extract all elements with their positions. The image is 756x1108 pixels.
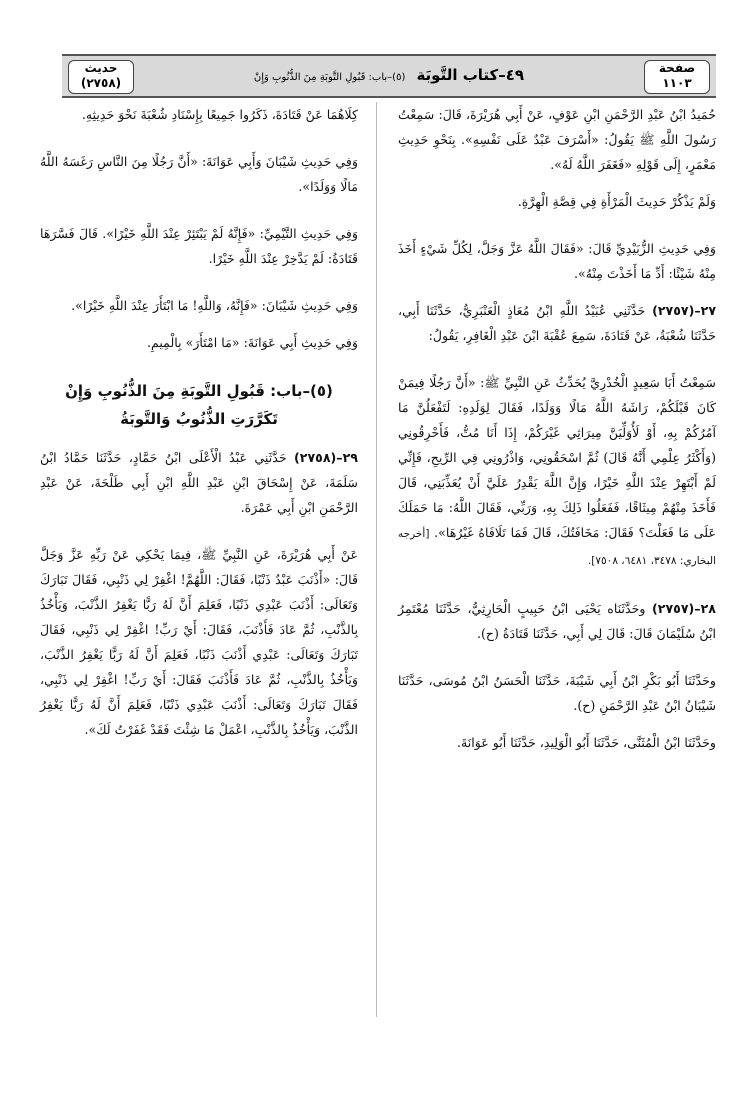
page-label: صفحة bbox=[658, 61, 696, 75]
paragraph: وَفِي حَدِيثِ التَّيْمِيِّ: «فَإِنَّهُ لَمْ يَبْتَئِرْ عِنْدَ اللَّهِ خَيْرًا». قَالَ فَسَّرَهَا قَتَادَةُ: لَمْ يَدَّخِرْ عِنْدَ اللَّهِ خَيْرًا. bbox=[40, 226, 358, 266]
paragraph: كِلَاهُمَا عَنْ قَتَادَةَ، ذَكَرُوا جَمِيعًا بِإِسْنَادِ شُعْبَةَ نَحْوَ حَدِيثِهِ. bbox=[81, 107, 358, 122]
paragraph: وَفِي حَدِيثِ شَيْبَانَ وَأَبِي عَوَانَةَ: «أَنَّ رَجُلًا مِنَ النَّاسِ رَغَسَهُ اللَّهُ مَالًا وَوَلَدًا». bbox=[40, 154, 358, 194]
hadith-number-label: ٢٧–(٢٧٥٧) bbox=[652, 303, 717, 318]
paragraph: وحَدَّثَنَا ابْنُ الْمُثَنَّى، حَدَّثَنَا أَبُو الْوَلِيدِ، حَدَّثَنَا أَبُو عَوَانَةَ. bbox=[456, 735, 716, 750]
hadith-number: (٢٧٥٨) bbox=[80, 76, 122, 90]
hadith-isnad: وحَدَّثَنَاه يَحْيَى ابْنُ حَبِيبٍ الْحَارِثِيُّ، حَدَّثَنَا مُعْتَمِرُ ابْنُ سُلَيْمَانَ قَالَ: قَالَ لِي أَبِي، حَدَّثَنَا قَتَادَةُ (ح). bbox=[398, 601, 716, 641]
source-reference: [أخرجه البخاري: ٣٤٧٨، ٦٤٨١، ٧٥٠٨]. bbox=[398, 528, 716, 567]
left-column bbox=[40, 102, 358, 742]
hadith-entry bbox=[398, 298, 716, 348]
hadith-matn: عَنْ أَبِي هُرَيْرَةَ، عَنِ النَّبِيِّ ﷺ، فِيمَا يَحْكِي عَنْ رَبِّهِ عَزَّ وَجَلَّ قَالَ: «أَذْنَبَ عَبْدٌ ذَنْبًا، فَقَالَ: اللَّهُمَّ! اغْفِرْ لِي ذَنْبِي، فَقَالَ تَبَارَكَ وَتَعَالَى: أَذْنَبَ عَبْدِي ذَنْبًا، فَعَلِمَ أَنَّ لَهُ رَبًّا يَغْفِرُ الذَّنْبَ، وَيَأْخُذُ بِالذَّنْبِ، ثُمَّ عَادَ فَأَذْنَبَ، فَقَالَ: أَيْ رَبِّ! اغْفِرْ لِي ذَنْبِي، فَقَالَ تَبَارَكَ وَتَعَالَى: عَبْدِي أَذْنَبَ ذَنْبًا، فَعَلِمَ أَنَّ لَهُ رَبًّا يَغْفِرُ الذَّنْبَ، وَيَأْخُذُ بِالذَّنْبِ، ثُمَّ عَادَ فَأَذْنَبَ فَقَالَ: أَيْ رَبِّ! اغْفِرْ لِي ذَنْبِي، فَقَالَ تَبَارَكَ وَتَعَالَى: أَذْنَبَ عَبْدِي ذَنْبًا، فَعَلِمَ أَنَّ لَهُ رَبًّا يَغْفِرُ الذَّنْبَ، وَيَأْخُذُ بِالذَّنْبِ، اعْمَلْ مَا شِئْتَ فَقَدْ غَفَرْتُ لَكَ». bbox=[40, 547, 358, 737]
paragraph: وَفِي حَدِيثِ شَيْبَانَ: «فَإِنَّهُ، وَاللَّهِ! مَا ابْتَأَرَ عِنْدَ اللَّهِ خَيْرًا». bbox=[71, 298, 358, 313]
chapter-heading: (٥)–باب: قَبُولِ التَّوبَةِ مِنَ الذُّنُوبِ وَإِنْ تَكَرَّرَتِ الذُّنُوبُ وَالتَّوبَةُ bbox=[65, 382, 333, 428]
hadith-number-label: ٢٨–(٢٧٥٧) bbox=[652, 601, 716, 616]
column-divider bbox=[376, 102, 377, 1017]
page-number: ١١٠٣ bbox=[662, 76, 692, 90]
hadith-matn bbox=[398, 370, 716, 574]
hadith-label: حديث bbox=[84, 61, 118, 75]
hadith-isnad: حَدَّثَنِي عُبَيْدُ اللَّهِ ابْنُ مُعَاذٍ الْعَنْبَرِيُّ، حَدَّثَنَا أَبِي، حَدَّثَنَا شُعْبَةُ، عَنْ قَتَادَةَ، سَمِعَ عُقْبَةَ ابْنَ عَبْدِ الْغَافِرِ، يَقُولُ: bbox=[398, 303, 716, 343]
page-number-box bbox=[644, 60, 710, 94]
right-column bbox=[398, 102, 716, 755]
running-title bbox=[140, 65, 638, 87]
hadith-number-label: ٢٩–(٢٧٥٨) bbox=[294, 450, 358, 465]
paragraph: حُمَيدُ ابْنُ عَبْدِ الرَّحْمَنِ ابْنِ عَوْفٍ، عَنْ أَبِي هُرَيْرَةَ، قَالَ: سَمِعْتُ رَسُولَ اللَّهِ ﷺ يَقُولُ: «أَسْرَفَ عَبْدٌ عَلَى نَفْسِهِ». بِنَحْوِ حَدِيثِ مَعْمَرٍ، إِلَى قَوْلِهِ «فَغَفَرَ اللَّهُ لَهُ». bbox=[398, 107, 716, 172]
hadith-isnad: حَدَّثَنِي عَبْدُ الْأَعْلَى ابْنُ حَمَّادٍ، حَدَّثَنَا حَمَّادُ ابْنُ سَلَمَةَ، عَنْ إِسْحَاقَ ابْنِ عَبْدِ اللَّهِ ابْنِ أَبِي طَلْحَةَ، عَنْ عَبْدِ الرَّحْمَنِ ابْنِ أَبِي عَمْرَةَ. bbox=[40, 450, 358, 515]
paragraph: وَفِي حَدِيثِ أَبِي عَوَانَةَ: «مَا امْتَأَرَ» بِالْمِيمِ. bbox=[146, 335, 358, 350]
hadith-entry bbox=[398, 596, 716, 646]
page-header bbox=[62, 54, 716, 98]
book-title: ٤٩–كتاب التَّوبَة bbox=[416, 66, 525, 84]
paragraph: وَلَمْ يَذْكُرْ حَدِيثَ الْمَرْأَةِ فِي قِصَّةِ الْهِرَّةِ. bbox=[517, 194, 716, 209]
hadith-number-box bbox=[68, 60, 134, 94]
paragraph: وحَدَّثَنَا أَبُو بَكْرِ ابْنُ أَبِي شَيْبَةَ، حَدَّثَنَا الْحَسَنُ ابْنُ مُوسَى، حَدَّثَنَا شَيْبَانُ ابْنُ عَبْدِ الرَّحْمَنِ (ح). bbox=[398, 673, 716, 713]
hadith-text: سَمِعْتُ أَبَا سَعِيدٍ الْخُدْرِيَّ يُحَدِّثُ عَنِ النَّبِيِّ ﷺ: «أَنَّ رَجُلًا فِيمَنْ كَانَ قَبْلَكُمْ، رَاشَهُ اللَّهُ مَالًا وَوَلَدًا، فَقَالَ لِوَلَدِهِ: لَتَفْعَلُنَّ مَا آمُرُكُمْ بِهِ، أَوْ لَأُوَلِّيَنَّ مِيرَاثِي غَيْرَكُمْ، إِذَا أَنَا مُتُّ، فَأَحْرِقُونِي (وَأَكْثَرُ عِلْمِي أَنَّهُ قَالَ) ثُمَّ اسْحَقُونِي، وَاذْرُونِي فِي الرِّيحِ، فَإِنِّي لَمْ أَبْتَهِرْ عِنْدَ اللَّهِ خَيْرًا، وَإِنَّ اللَّهَ يَقْدِرُ عَلَيَّ أَنْ يُعَذِّبَنِي، قَالَ فَأَخَذَ مِنْهُمْ مِيثَاقًا، فَفَعَلُوا ذَلِكَ بِهِ، وَرَبِّي، فَقَالَ اللَّهُ: مَا حَمَلَكَ عَلَى مَا فَعَلْتَ؟ فَقَالَ: مَخَافَتُكَ، قَالَ فَمَا تَلَافَاهُ غَيْرُهَا». bbox=[398, 375, 716, 540]
section-title: (٥)–باب: قَبُولِ التَّوبَةِ مِنَ الذُّنُوبِ وَإِنْ bbox=[253, 72, 406, 83]
hadith-entry bbox=[40, 445, 358, 520]
paragraph: وَفِي حَدِيثِ الزُّبَيْدِيِّ قَالَ: «فَقَالَ اللَّهُ عَزَّ وَجَلَّ، لِكُلِّ شَيْءٍ أَخَذَ مِنْهُ شَيْئًا: أَدِّ مَا أَخَذْتَ مِنْهُ». bbox=[398, 241, 716, 281]
